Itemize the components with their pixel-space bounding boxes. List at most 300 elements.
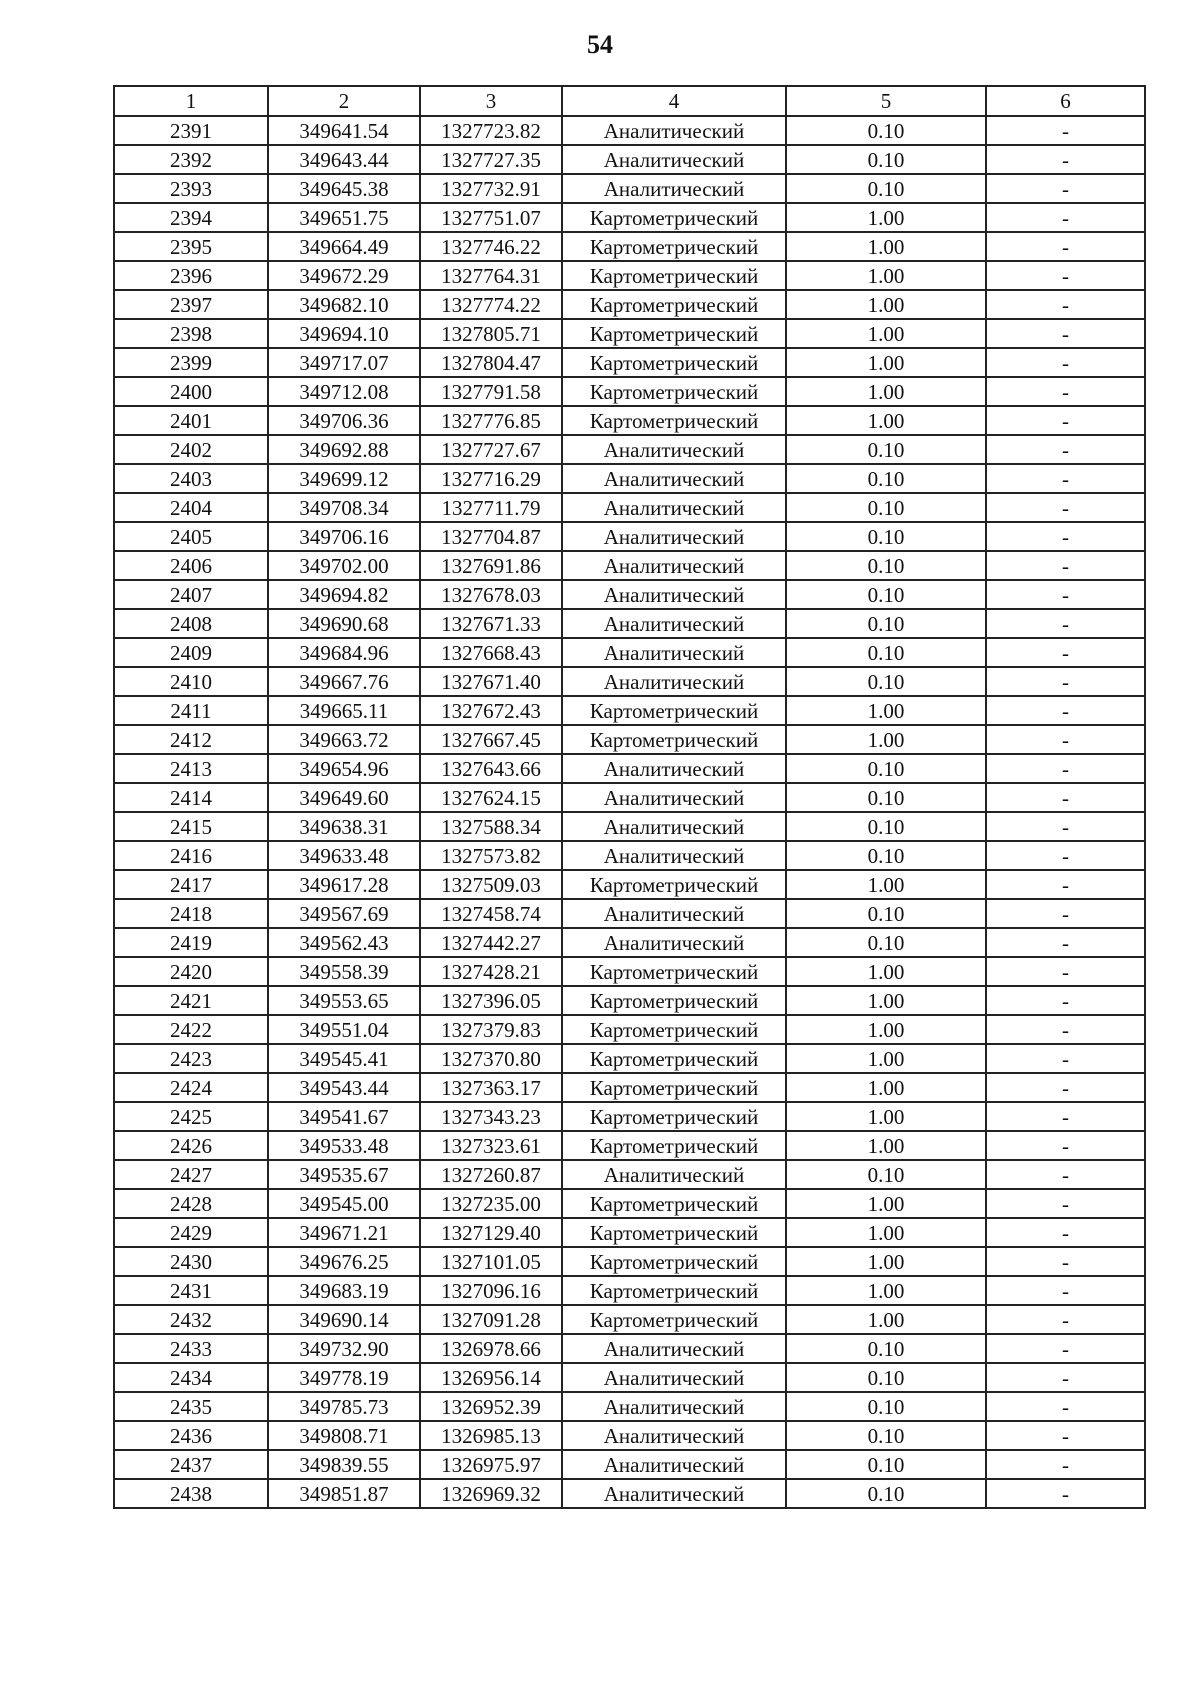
method-cell: Аналитический [562,145,786,174]
note-cell: - [986,1334,1145,1363]
point-number-cell: 2431 [114,1276,268,1305]
y-coordinate-cell: 1327396.05 [420,986,562,1015]
point-number-cell: 2410 [114,667,268,696]
table-row [114,841,1145,870]
x-coordinate-cell: 349645.38 [268,174,420,203]
point-number-cell: 2417 [114,870,268,899]
note-cell: - [986,1131,1145,1160]
accuracy-cell: 0.10 [786,174,986,203]
accuracy-cell: 0.10 [786,1421,986,1450]
accuracy-cell: 0.10 [786,1479,986,1508]
note-cell: - [986,116,1145,145]
accuracy-cell: 1.00 [786,348,986,377]
x-coordinate-cell: 349692.88 [268,435,420,464]
point-number-cell: 2421 [114,986,268,1015]
point-number-cell: 2395 [114,232,268,261]
point-number-cell: 2398 [114,319,268,348]
y-coordinate-cell: 1327442.27 [420,928,562,957]
accuracy-cell: 1.00 [786,870,986,899]
method-cell: Картометрический [562,1305,786,1334]
note-cell: - [986,203,1145,232]
point-number-cell: 2393 [114,174,268,203]
note-cell: - [986,1392,1145,1421]
note-cell: - [986,174,1145,203]
point-number-cell: 2408 [114,609,268,638]
table-row [114,1044,1145,1073]
table-row [114,899,1145,928]
y-coordinate-cell: 1327672.43 [420,696,562,725]
note-cell: - [986,145,1145,174]
point-number-cell: 2438 [114,1479,268,1508]
point-number-cell: 2420 [114,957,268,986]
table-row [114,667,1145,696]
table-row [114,1247,1145,1276]
point-number-cell: 2400 [114,377,268,406]
table-body [114,116,1145,1508]
method-cell: Картометрический [562,957,786,986]
x-coordinate-cell: 349651.75 [268,203,420,232]
x-coordinate-cell: 349785.73 [268,1392,420,1421]
method-cell: Аналитический [562,928,786,957]
point-number-cell: 2429 [114,1218,268,1247]
table-row [114,1363,1145,1392]
method-cell: Аналитический [562,1363,786,1392]
table-row [114,261,1145,290]
x-coordinate-cell: 349808.71 [268,1421,420,1450]
point-number-cell: 2397 [114,290,268,319]
accuracy-cell: 0.10 [786,116,986,145]
accuracy-cell: 0.10 [786,551,986,580]
y-coordinate-cell: 1326952.39 [420,1392,562,1421]
method-cell: Картометрический [562,986,786,1015]
method-cell: Аналитический [562,1450,786,1479]
x-coordinate-cell: 349851.87 [268,1479,420,1508]
accuracy-cell: 1.00 [786,1015,986,1044]
table-row [114,493,1145,522]
accuracy-cell: 0.10 [786,783,986,812]
y-coordinate-cell: 1326978.66 [420,1334,562,1363]
table-row [114,1392,1145,1421]
x-coordinate-cell: 349664.49 [268,232,420,261]
note-cell: - [986,551,1145,580]
table-row [114,232,1145,261]
table-row [114,1479,1145,1508]
y-coordinate-cell: 1327704.87 [420,522,562,551]
y-coordinate-cell: 1327671.33 [420,609,562,638]
y-coordinate-cell: 1327678.03 [420,580,562,609]
accuracy-cell: 1.00 [786,986,986,1015]
method-cell: Аналитический [562,841,786,870]
x-coordinate-cell: 349712.08 [268,377,420,406]
table-row [114,1334,1145,1363]
x-coordinate-cell: 349553.65 [268,986,420,1015]
table-row [114,464,1145,493]
page-number: 54 [587,30,613,59]
y-coordinate-cell: 1327363.17 [420,1073,562,1102]
x-coordinate-cell: 349541.67 [268,1102,420,1131]
table-row [114,203,1145,232]
table-row [114,1160,1145,1189]
method-cell: Аналитический [562,754,786,783]
table-row [114,1421,1145,1450]
table-header [114,86,1145,116]
y-coordinate-cell: 1327458.74 [420,899,562,928]
table-row [114,986,1145,1015]
y-coordinate-cell: 1326956.14 [420,1363,562,1392]
header-cell-4: 4 [562,86,786,116]
method-cell: Аналитический [562,638,786,667]
accuracy-cell: 0.10 [786,1334,986,1363]
x-coordinate-cell: 349694.10 [268,319,420,348]
accuracy-cell: 1.00 [786,696,986,725]
point-number-cell: 2426 [114,1131,268,1160]
x-coordinate-cell: 349706.16 [268,522,420,551]
point-number-cell: 2394 [114,203,268,232]
y-coordinate-cell: 1326975.97 [420,1450,562,1479]
x-coordinate-cell: 349702.00 [268,551,420,580]
note-cell: - [986,348,1145,377]
header-cell-5: 5 [786,86,986,116]
note-cell: - [986,870,1145,899]
y-coordinate-cell: 1327711.79 [420,493,562,522]
note-cell: - [986,1218,1145,1247]
y-coordinate-cell: 1327716.29 [420,464,562,493]
x-coordinate-cell: 349690.14 [268,1305,420,1334]
coordinates-table [113,85,1146,1509]
header-cell-1: 1 [114,86,268,116]
method-cell: Аналитический [562,464,786,493]
note-cell: - [986,1450,1145,1479]
y-coordinate-cell: 1327096.16 [420,1276,562,1305]
x-coordinate-cell: 349690.68 [268,609,420,638]
point-number-cell: 2419 [114,928,268,957]
note-cell: - [986,1189,1145,1218]
x-coordinate-cell: 349654.96 [268,754,420,783]
accuracy-cell: 1.00 [786,725,986,754]
note-cell: - [986,493,1145,522]
table-row [114,377,1145,406]
table-row [114,754,1145,783]
x-coordinate-cell: 349633.48 [268,841,420,870]
x-coordinate-cell: 349543.44 [268,1073,420,1102]
table-row [114,1276,1145,1305]
accuracy-cell: 0.10 [786,1363,986,1392]
point-number-cell: 2402 [114,435,268,464]
point-number-cell: 2401 [114,406,268,435]
table-row [114,1131,1145,1160]
method-cell: Аналитический [562,609,786,638]
accuracy-cell: 0.10 [786,464,986,493]
y-coordinate-cell: 1327671.40 [420,667,562,696]
point-number-cell: 2407 [114,580,268,609]
x-coordinate-cell: 349641.54 [268,116,420,145]
accuracy-cell: 0.10 [786,754,986,783]
note-cell: - [986,377,1145,406]
x-coordinate-cell: 349665.11 [268,696,420,725]
point-number-cell: 2432 [114,1305,268,1334]
table-row [114,435,1145,464]
accuracy-cell: 0.10 [786,145,986,174]
method-cell: Картометрический [562,725,786,754]
accuracy-cell: 1.00 [786,1305,986,1334]
method-cell: Картометрический [562,203,786,232]
method-cell: Аналитический [562,493,786,522]
point-number-cell: 2424 [114,1073,268,1102]
note-cell: - [986,841,1145,870]
x-coordinate-cell: 349663.72 [268,725,420,754]
method-cell: Картометрический [562,1247,786,1276]
y-coordinate-cell: 1326985.13 [420,1421,562,1450]
method-cell: Картометрический [562,1073,786,1102]
x-coordinate-cell: 349545.41 [268,1044,420,1073]
table-row [114,1305,1145,1334]
x-coordinate-cell: 349638.31 [268,812,420,841]
y-coordinate-cell: 1327643.66 [420,754,562,783]
note-cell: - [986,783,1145,812]
table-row [114,870,1145,899]
method-cell: Аналитический [562,1392,786,1421]
method-cell: Аналитический [562,1160,786,1189]
accuracy-cell: 1.00 [786,290,986,319]
y-coordinate-cell: 1327691.86 [420,551,562,580]
y-coordinate-cell: 1327323.61 [420,1131,562,1160]
point-number-cell: 2427 [114,1160,268,1189]
y-coordinate-cell: 1327343.23 [420,1102,562,1131]
method-cell: Аналитический [562,899,786,928]
x-coordinate-cell: 349839.55 [268,1450,420,1479]
note-cell: - [986,638,1145,667]
table-row [114,551,1145,580]
note-cell: - [986,1305,1145,1334]
method-cell: Аналитический [562,812,786,841]
y-coordinate-cell: 1327624.15 [420,783,562,812]
y-coordinate-cell: 1327667.45 [420,725,562,754]
method-cell: Картометрический [562,232,786,261]
method-cell: Картометрический [562,1131,786,1160]
x-coordinate-cell: 349699.12 [268,464,420,493]
method-cell: Аналитический [562,435,786,464]
point-number-cell: 2414 [114,783,268,812]
x-coordinate-cell: 349649.60 [268,783,420,812]
accuracy-cell: 0.10 [786,435,986,464]
method-cell: Картометрический [562,1044,786,1073]
method-cell: Картометрический [562,1276,786,1305]
note-cell: - [986,986,1145,1015]
x-coordinate-cell: 349778.19 [268,1363,420,1392]
note-cell: - [986,1102,1145,1131]
note-cell: - [986,1421,1145,1450]
method-cell: Картометрический [562,348,786,377]
x-coordinate-cell: 349717.07 [268,348,420,377]
x-coordinate-cell: 349671.21 [268,1218,420,1247]
point-number-cell: 2404 [114,493,268,522]
table-row [114,1189,1145,1218]
y-coordinate-cell: 1327732.91 [420,174,562,203]
y-coordinate-cell: 1327379.83 [420,1015,562,1044]
note-cell: - [986,406,1145,435]
point-number-cell: 2411 [114,696,268,725]
y-coordinate-cell: 1327746.22 [420,232,562,261]
method-cell: Картометрический [562,870,786,899]
point-number-cell: 2416 [114,841,268,870]
table-row [114,1102,1145,1131]
table-row [114,725,1145,754]
table-row [114,1015,1145,1044]
note-cell: - [986,1247,1145,1276]
header-row [114,86,1145,116]
table-row [114,580,1145,609]
point-number-cell: 2409 [114,638,268,667]
table-row [114,1073,1145,1102]
method-cell: Аналитический [562,116,786,145]
point-number-cell: 2433 [114,1334,268,1363]
y-coordinate-cell: 1327509.03 [420,870,562,899]
y-coordinate-cell: 1327804.47 [420,348,562,377]
x-coordinate-cell: 349682.10 [268,290,420,319]
note-cell: - [986,1015,1145,1044]
x-coordinate-cell: 349567.69 [268,899,420,928]
accuracy-cell: 1.00 [786,406,986,435]
y-coordinate-cell: 1327370.80 [420,1044,562,1073]
accuracy-cell: 1.00 [786,957,986,986]
point-number-cell: 2423 [114,1044,268,1073]
point-number-cell: 2413 [114,754,268,783]
y-coordinate-cell: 1327129.40 [420,1218,562,1247]
method-cell: Аналитический [562,783,786,812]
y-coordinate-cell: 1327260.87 [420,1160,562,1189]
note-cell: - [986,754,1145,783]
y-coordinate-cell: 1327723.82 [420,116,562,145]
accuracy-cell: 1.00 [786,203,986,232]
x-coordinate-cell: 349535.67 [268,1160,420,1189]
x-coordinate-cell: 349676.25 [268,1247,420,1276]
point-number-cell: 2434 [114,1363,268,1392]
y-coordinate-cell: 1327091.28 [420,1305,562,1334]
y-coordinate-cell: 1327764.31 [420,261,562,290]
table-row [114,928,1145,957]
y-coordinate-cell: 1327774.22 [420,290,562,319]
x-coordinate-cell: 349694.82 [268,580,420,609]
point-number-cell: 2425 [114,1102,268,1131]
accuracy-cell: 1.00 [786,1131,986,1160]
method-cell: Картометрический [562,406,786,435]
point-number-cell: 2418 [114,899,268,928]
accuracy-cell: 1.00 [786,261,986,290]
note-cell: - [986,1276,1145,1305]
accuracy-cell: 0.10 [786,1160,986,1189]
accuracy-cell: 0.10 [786,667,986,696]
table-row [114,957,1145,986]
accuracy-cell: 0.10 [786,899,986,928]
point-number-cell: 2428 [114,1189,268,1218]
note-cell: - [986,928,1145,957]
x-coordinate-cell: 349545.00 [268,1189,420,1218]
note-cell: - [986,580,1145,609]
method-cell: Аналитический [562,1421,786,1450]
table-row [114,609,1145,638]
method-cell: Картометрический [562,1218,786,1247]
table-row [114,319,1145,348]
table-row [114,1450,1145,1479]
accuracy-cell: 0.10 [786,928,986,957]
note-cell: - [986,1479,1145,1508]
point-number-cell: 2415 [114,812,268,841]
accuracy-cell: 0.10 [786,580,986,609]
accuracy-cell: 0.10 [786,812,986,841]
accuracy-cell: 0.10 [786,1392,986,1421]
point-number-cell: 2437 [114,1450,268,1479]
method-cell: Аналитический [562,522,786,551]
method-cell: Картометрический [562,261,786,290]
point-number-cell: 2396 [114,261,268,290]
y-coordinate-cell: 1327727.35 [420,145,562,174]
y-coordinate-cell: 1327805.71 [420,319,562,348]
table-row [114,174,1145,203]
method-cell: Картометрический [562,1015,786,1044]
x-coordinate-cell: 349706.36 [268,406,420,435]
y-coordinate-cell: 1327727.67 [420,435,562,464]
point-number-cell: 2392 [114,145,268,174]
note-cell: - [986,609,1145,638]
table-row [114,812,1145,841]
method-cell: Аналитический [562,551,786,580]
accuracy-cell: 0.10 [786,1450,986,1479]
x-coordinate-cell: 349708.34 [268,493,420,522]
note-cell: - [986,319,1145,348]
accuracy-cell: 1.00 [786,1102,986,1131]
x-coordinate-cell: 349683.19 [268,1276,420,1305]
note-cell: - [986,232,1145,261]
note-cell: - [986,1363,1145,1392]
y-coordinate-cell: 1326969.32 [420,1479,562,1508]
x-coordinate-cell: 349732.90 [268,1334,420,1363]
note-cell: - [986,696,1145,725]
x-coordinate-cell: 349533.48 [268,1131,420,1160]
y-coordinate-cell: 1327573.82 [420,841,562,870]
x-coordinate-cell: 349643.44 [268,145,420,174]
note-cell: - [986,725,1145,754]
accuracy-cell: 1.00 [786,232,986,261]
method-cell: Картометрический [562,377,786,406]
table-row [114,348,1145,377]
x-coordinate-cell: 349617.28 [268,870,420,899]
y-coordinate-cell: 1327776.85 [420,406,562,435]
note-cell: - [986,435,1145,464]
x-coordinate-cell: 349558.39 [268,957,420,986]
accuracy-cell: 1.00 [786,1218,986,1247]
method-cell: Картометрический [562,1189,786,1218]
point-number-cell: 2399 [114,348,268,377]
note-cell: - [986,899,1145,928]
accuracy-cell: 1.00 [786,1073,986,1102]
accuracy-cell: 1.00 [786,377,986,406]
accuracy-cell: 0.10 [786,493,986,522]
x-coordinate-cell: 349562.43 [268,928,420,957]
table-row [114,116,1145,145]
note-cell: - [986,1160,1145,1189]
note-cell: - [986,290,1145,319]
method-cell: Аналитический [562,174,786,203]
x-coordinate-cell: 349672.29 [268,261,420,290]
note-cell: - [986,957,1145,986]
table-row [114,783,1145,812]
y-coordinate-cell: 1327428.21 [420,957,562,986]
table-row [114,145,1145,174]
note-cell: - [986,667,1145,696]
table-row [114,522,1145,551]
accuracy-cell: 1.00 [786,1189,986,1218]
y-coordinate-cell: 1327235.00 [420,1189,562,1218]
